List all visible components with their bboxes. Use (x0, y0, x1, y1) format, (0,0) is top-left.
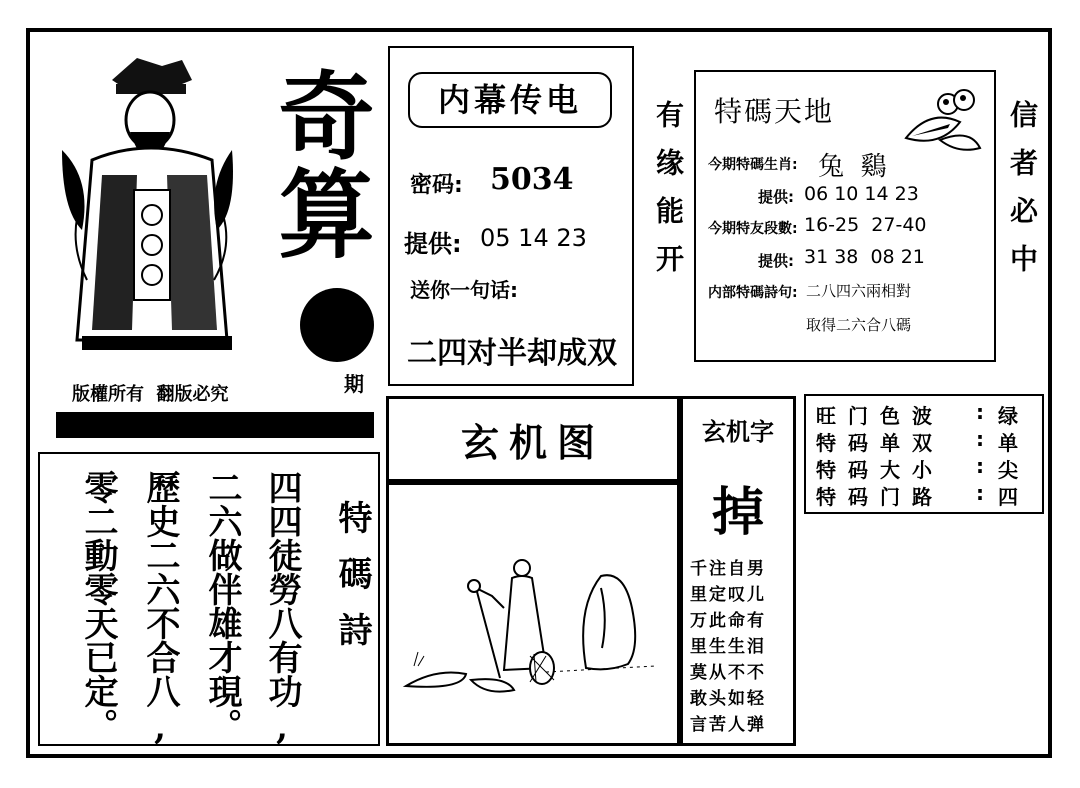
copyright-text: 版權所有 翻版必究 (72, 384, 229, 405)
provide-label: 提供: (404, 230, 462, 258)
verse-row: 万此命有 (690, 611, 766, 631)
segment-label: 今期特友段數: (708, 221, 798, 237)
verse-row: 言苦人弹 (690, 715, 766, 735)
verse-row: 里定叹儿 (690, 585, 766, 605)
poem-column: 零二動零天已定。 (78, 470, 118, 742)
insider-title: 内幕传电 (408, 72, 612, 128)
tips-list (816, 400, 1036, 508)
insider-sentence: 二四对半却成双 (407, 336, 617, 371)
poem-column: 二六做伴雄才現。 (202, 470, 242, 742)
poem-line-1: 二八四六兩相對 (806, 282, 912, 300)
tip-value: 尖 (998, 458, 1018, 482)
zodiac-label: 今期特碼生肖: (708, 157, 798, 173)
verse-row: 千注自男 (690, 559, 766, 579)
provide1-label: 提供: (758, 188, 794, 206)
sentence-label: 送你一句话: (410, 278, 518, 302)
poem-title: 特碼詩 (332, 500, 372, 668)
fruit-illustration (900, 78, 984, 154)
tip-row (816, 481, 1036, 508)
password-label: 密码: (410, 173, 463, 198)
verse-row: 莫从不不 (690, 663, 766, 683)
xuanji-zi-char: 掉 (711, 483, 764, 543)
qi-label: 期 (344, 372, 364, 396)
poem-label: 内部特碼詩句: (708, 285, 798, 301)
tip-label: 旺门色波 (816, 404, 944, 428)
tip-label: 特码单双 (816, 431, 944, 455)
segment-value: 16-25 27-40 (804, 214, 927, 236)
slogan-xinzhe: 信者必中 (1006, 100, 1039, 292)
slogan-youyuan: 有缘能开 (652, 100, 685, 292)
poem-column: 歷史二六不合八, (140, 470, 180, 748)
zodiac-value: 兔 鷄 (818, 152, 887, 182)
deity-illustration (42, 40, 252, 358)
black-disc (300, 288, 374, 362)
xuanji-tu-title: 玄机图 (460, 421, 605, 465)
tip-row (816, 400, 1036, 427)
provide-value: 05 14 23 (480, 224, 587, 252)
tip-colon: : (976, 400, 984, 424)
verse-row: 敢头如轻 (690, 689, 766, 709)
tip-colon: : (976, 427, 984, 451)
tip-row (816, 427, 1036, 454)
poem-line-2: 取得二六合八碼 (806, 316, 912, 334)
scholar-illustration (396, 548, 666, 698)
black-bar (56, 412, 374, 438)
password-value: 5034 (490, 162, 574, 197)
verse-row: 里生生泪 (690, 637, 766, 657)
provide2-value: 31 38 08 21 (804, 246, 925, 268)
tip-value: 绿 (998, 404, 1018, 428)
poem-column: 四四徒勞八有功, (262, 470, 302, 748)
tip-label: 特码门路 (816, 485, 944, 509)
provide2-label: 提供: (758, 252, 794, 270)
special-title: 特碼天地 (714, 95, 835, 128)
tip-value: 四 (998, 485, 1018, 509)
xuanji-zi-verse (690, 556, 788, 738)
tip-colon: : (976, 481, 984, 505)
xuanji-zi-title: 玄机字 (702, 418, 774, 446)
tip-label: 特码大小 (816, 458, 944, 482)
tip-value: 单 (998, 431, 1018, 455)
provide1-value: 06 10 14 23 (804, 183, 919, 205)
tip-colon: : (976, 454, 984, 478)
tip-row (816, 454, 1036, 481)
title-qisuan: 奇算 (263, 66, 376, 262)
